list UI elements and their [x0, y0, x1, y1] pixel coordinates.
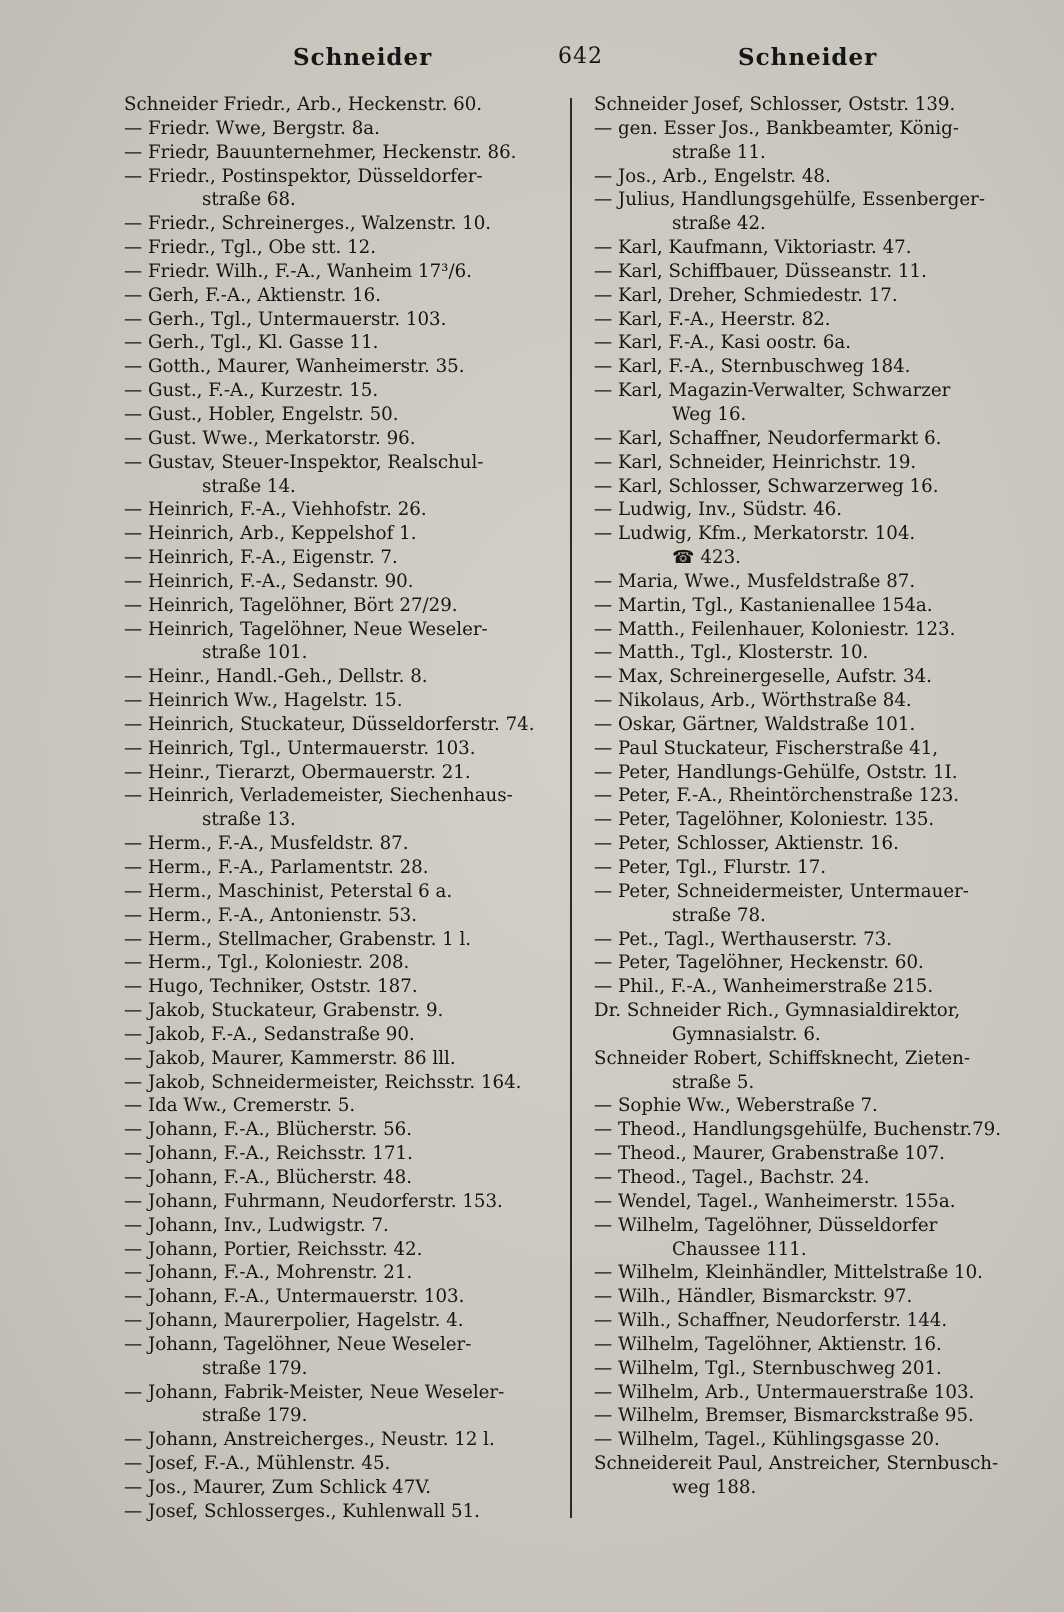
directory-entry: — Heinrich, F.-A., Sedanstr. 90.: [124, 570, 414, 592]
directory-entry: — Wilhelm, Arb., Untermauerstraße 103.: [594, 1381, 975, 1403]
directory-entry: — Peter, F.-A., Rheintörchenstraße 123.: [594, 785, 960, 807]
directory-entry: — Ida Ww., Cremerstr. 5.: [124, 1095, 356, 1117]
directory-entry: — Wilhelm, Tagelöhner, Düsseldorfer: [594, 1214, 938, 1236]
directory-entry: — Jakob, Maurer, Kammerstr. 86 lll.: [124, 1047, 456, 1069]
directory-entry: — Friedr, Bauunternehmer, Heckenstr. 86.: [124, 141, 517, 163]
directory-entry: — Johann, Fuhrmann, Neudorferstr. 153.: [124, 1190, 503, 1212]
left-column: [124, 93, 564, 1524]
directory-entry: Schneider Friedr., Arb., Heckenstr. 60.: [124, 94, 483, 115]
directory-entry: — Josef, Schlosserges., Kuhlenwall 51.: [124, 1500, 480, 1522]
directory-entry: — Gust., Hobler, Engelstr. 50.: [124, 403, 399, 425]
directory-entry: — Johann, F.-A., Reichsstr. 171.: [124, 1143, 413, 1165]
directory-entry: — Heinrich, Tagelöhner, Bört 27/29.: [124, 594, 458, 616]
directory-entry: — Heinrich Ww., Hagelstr. 15.: [124, 690, 403, 712]
directory-entry: — Peter, Tagelöhner, Heckenstr. 60.: [594, 952, 924, 974]
directory-entry: — Wilh., Schaffner, Neudorferstr. 144.: [594, 1310, 948, 1332]
directory-entry: — Gotth., Maurer, Wanheimerstr. 35.: [124, 356, 465, 378]
entry-continuation: straße 101.: [202, 642, 308, 664]
directory-entry: — Julius, Handlungsgehülfe, Essenberger-: [594, 189, 985, 211]
directory-entry: — Ludwig, Inv., Südstr. 46.: [594, 499, 842, 521]
directory-entry: — Jos., Arb., Engelstr. 48.: [594, 165, 831, 187]
directory-entry: — Friedr. Wilh., F.-A., Wanheim 17³/6.: [124, 260, 472, 282]
directory-entry: — Johann, F.-A., Untermauerstr. 103.: [124, 1286, 465, 1308]
entry-continuation: straße 14.: [202, 475, 296, 497]
directory-entry: — Herm., F.-A., Antonienstr. 53.: [124, 904, 418, 926]
directory-entry: Dr. Schneider Rich., Gymnasialdirektor,: [594, 1000, 961, 1022]
directory-entry: — Johann, Anstreicherges., Neustr. 12 l.: [124, 1429, 495, 1451]
directory-entry: — Johann, Inv., Ludwigstr. 7.: [124, 1214, 389, 1236]
directory-entry: — Gust. Wwe., Merkatorstr. 96.: [124, 427, 416, 449]
entry-continuation: straße 13.: [202, 809, 296, 831]
directory-entry: — Ludwig, Kfm., Merkatorstr. 104.: [594, 523, 916, 545]
running-head-right: Schneider: [738, 44, 878, 71]
directory-entry: — Karl, F.-A., Kasi oostr. 6a.: [594, 332, 852, 354]
directory-entry: — Theod., Tagel., Bachstr. 24.: [594, 1166, 870, 1188]
directory-entry: — Karl, Kaufmann, Viktoriastr. 47.: [594, 237, 912, 259]
directory-entry: — Friedr., Postinspektor, Düsseldorfer-: [124, 165, 483, 187]
entry-continuation: Gymnasialstr. 6.: [672, 1023, 821, 1045]
directory-entry: — Heinrich, Arb., Keppelshof 1.: [124, 523, 417, 545]
directory-entry: — Wilhelm, Tagel., Kühlingsgasse 20.: [594, 1429, 940, 1451]
directory-entry: — Heinr., Tierarzt, Obermauerstr. 21.: [124, 761, 471, 783]
directory-entry: — gen. Esser Jos., Bankbeamter, König-: [594, 117, 959, 139]
directory-entry: — Johann, F.-A., Blücherstr. 48.: [124, 1166, 413, 1188]
directory-entry: — Oskar, Gärtner, Waldstraße 101.: [594, 713, 916, 735]
directory-entry: — Karl, Magazin-Verwalter, Schwarzer: [594, 380, 951, 402]
directory-entry: — Peter, Handlungs-Gehülfe, Oststr. 1I.: [594, 761, 958, 783]
directory-entry: — Wilhelm, Tagelöhner, Aktienstr. 16.: [594, 1333, 942, 1355]
column-divider: [570, 98, 572, 1518]
directory-entry: — Sophie Ww., Weberstraße 7.: [594, 1095, 878, 1117]
directory-entry: — Herm., F.-A., Parlamentstr. 28.: [124, 857, 429, 878]
directory-entry: — Martin, Tgl., Kastanienallee 154a.: [594, 594, 933, 616]
page-header: [0, 44, 1064, 80]
directory-entry: — Wendel, Tagel., Wanheimerstr. 155a.: [594, 1190, 956, 1212]
directory-entry: — Heinrich, F.-A., Viehhofstr. 26.: [124, 499, 427, 521]
directory-entry: — Heinrich, Verlademeister, Siechenhaus-: [124, 785, 513, 807]
directory-entry: — Jakob, Stuckateur, Grabenstr. 9.: [124, 1000, 444, 1022]
directory-entry: — Phil., F.-A., Wanheimerstraße 215.: [594, 976, 934, 998]
directory-entry: — Matth., Tgl., Klosterstr. 10.: [594, 642, 869, 664]
directory-entry: — Karl, Schaffner, Neudorfermarkt 6.: [594, 427, 942, 449]
directory-entry: Schneidereit Paul, Anstreicher, Sternbusch-: [594, 1453, 999, 1475]
directory-entry: — Herm., Maschinist, Peterstal 6 a.: [124, 880, 453, 902]
directory-entry: — Friedr., Tgl., Obe stt. 12.: [124, 237, 377, 259]
directory-entry: — Gust., F.-A., Kurzestr. 15.: [124, 380, 379, 402]
entry-continuation: straße 5.: [672, 1071, 755, 1093]
directory-entry: — Peter, Tagelöhner, Koloniestr. 135.: [594, 809, 935, 831]
directory-entry: — Heinrich, Tgl., Untermauerstr. 103.: [124, 737, 476, 759]
directory-entry: — Nikolaus, Arb., Wörthstraße 84.: [594, 690, 912, 712]
directory-entry: — Herm., Stellmacher, Grabenstr. 1 l.: [124, 928, 472, 950]
directory-entry: — Friedr., Schreinerges., Walzenstr. 10.: [124, 213, 492, 235]
entry-continuation: straße 78.: [672, 904, 766, 926]
entry-continuation: straße 11.: [672, 141, 766, 163]
directory-entry: — Wilhelm, Kleinhändler, Mittelstraße 10.: [594, 1262, 983, 1284]
directory-entry: — Johann, Fabrik-Meister, Neue Weseler-: [124, 1381, 505, 1403]
directory-entry: — Karl, F.-A., Heerstr. 82.: [594, 308, 831, 330]
directory-entry: — Pet., Tagl., Werthauserstr. 73.: [594, 928, 893, 950]
directory-entry: Schneider Robert, Schiffsknecht, Zieten-: [594, 1047, 970, 1069]
directory-entry: — Karl, Schiffbauer, Düsseanstr. 11.: [594, 260, 927, 282]
directory-entry: — Johann, Maurerpolier, Hagelstr. 4.: [124, 1310, 464, 1332]
directory-entry: — Peter, Schneidermeister, Untermauer-: [594, 880, 969, 902]
entry-continuation: Weg 16.: [672, 403, 747, 425]
directory-entry: — Friedr. Wwe, Bergstr. 8a.: [124, 117, 380, 139]
directory-entry: — Heinrich, F.-A., Eigenstr. 7.: [124, 547, 398, 569]
directory-entry: — Jos., Maurer, Zum Schlick 47V.: [124, 1476, 432, 1498]
right-column: [594, 93, 1019, 1500]
directory-entry: — Karl, F.-A., Sternbuschweg 184.: [594, 356, 911, 378]
directory-entry: — Johann, Tagelöhner, Neue Weseler-: [124, 1333, 472, 1355]
entry-continuation: straße 68.: [202, 189, 296, 211]
directory-entry: — Maria, Wwe., Musfeldstraße 87.: [594, 570, 916, 592]
directory-entry: — Peter, Tgl., Flurstr. 17.: [594, 857, 827, 878]
directory-entry: — Hugo, Techniker, Oststr. 187.: [124, 976, 418, 998]
directory-entry: Schneider Josef, Schlosser, Oststr. 139.: [594, 94, 956, 115]
directory-entry: — Herm., Tgl., Koloniestr. 208.: [124, 952, 410, 974]
directory-entry: — Heinr., Handl.-Geh., Dellstr. 8.: [124, 666, 428, 688]
entry-continuation: weg 188.: [672, 1476, 757, 1498]
entry-continuation: Chaussee 111.: [672, 1238, 807, 1260]
directory-entry: — Wilhelm, Tgl., Sternbuschweg 201.: [594, 1357, 942, 1379]
directory-entry: — Peter, Schlosser, Aktienstr. 16.: [594, 833, 899, 855]
directory-entry: — Gerh., Tgl., Kl. Gasse 11.: [124, 332, 379, 354]
directory-entry: — Gustav, Steuer-Inspektor, Realschul-: [124, 451, 484, 473]
directory-entry: — Jakob, F.-A., Sedanstraße 90.: [124, 1023, 415, 1045]
directory-entry: — Gerh., Tgl., Untermauerstr. 103.: [124, 308, 447, 330]
directory-entry: — Heinrich, Stuckateur, Düsseldorferstr. 74.: [124, 713, 535, 735]
directory-entry: — Theod., Handlungsgehülfe, Buchenstr.79.: [594, 1119, 1001, 1141]
directory-entry: — Matth., Feilenhauer, Koloniestr. 123.: [594, 618, 956, 640]
directory-entry: — Paul Stuckateur, Fischerstraße 41,: [594, 737, 939, 759]
entry-continuation: straße 179.: [202, 1357, 308, 1379]
directory-entry: — Wilhelm, Bremser, Bismarckstraße 95.: [594, 1405, 974, 1427]
entry-continuation: ☎ 423.: [672, 547, 741, 569]
directory-entry: — Gerh, F.-A., Aktienstr. 16.: [124, 284, 382, 306]
directory-entry: — Johann, F.-A., Mohrenstr. 21.: [124, 1262, 413, 1284]
entry-continuation: straße 42.: [672, 213, 766, 235]
directory-entry: — Johann, F.-A., Blücherstr. 56.: [124, 1119, 413, 1141]
directory-entry: — Wilh., Händler, Bismarckstr. 97.: [594, 1286, 913, 1308]
directory-entry: — Herm., F.-A., Musfeldstr. 87.: [124, 833, 409, 855]
directory-entry: — Max, Schreinergeselle, Aufstr. 34.: [594, 666, 932, 688]
running-head-left: Schneider: [293, 44, 433, 71]
directory-entry: — Karl, Schneider, Heinrichstr. 19.: [594, 451, 917, 473]
directory-entry: — Jakob, Schneidermeister, Reichsstr. 164.: [124, 1071, 522, 1093]
directory-entry: — Heinrich, Tagelöhner, Neue Weseler-: [124, 618, 488, 640]
directory-entry: — Karl, Dreher, Schmiedestr. 17.: [594, 284, 898, 306]
page-number: 642: [558, 44, 603, 69]
directory-entry: — Josef, F.-A., Mühlenstr. 45.: [124, 1453, 391, 1475]
entry-continuation: straße 179.: [202, 1405, 308, 1427]
directory-entry: — Theod., Maurer, Grabenstraße 107.: [594, 1143, 945, 1165]
directory-entry: — Johann, Portier, Reichsstr. 42.: [124, 1238, 423, 1260]
directory-entry: — Karl, Schlosser, Schwarzerweg 16.: [594, 475, 939, 497]
